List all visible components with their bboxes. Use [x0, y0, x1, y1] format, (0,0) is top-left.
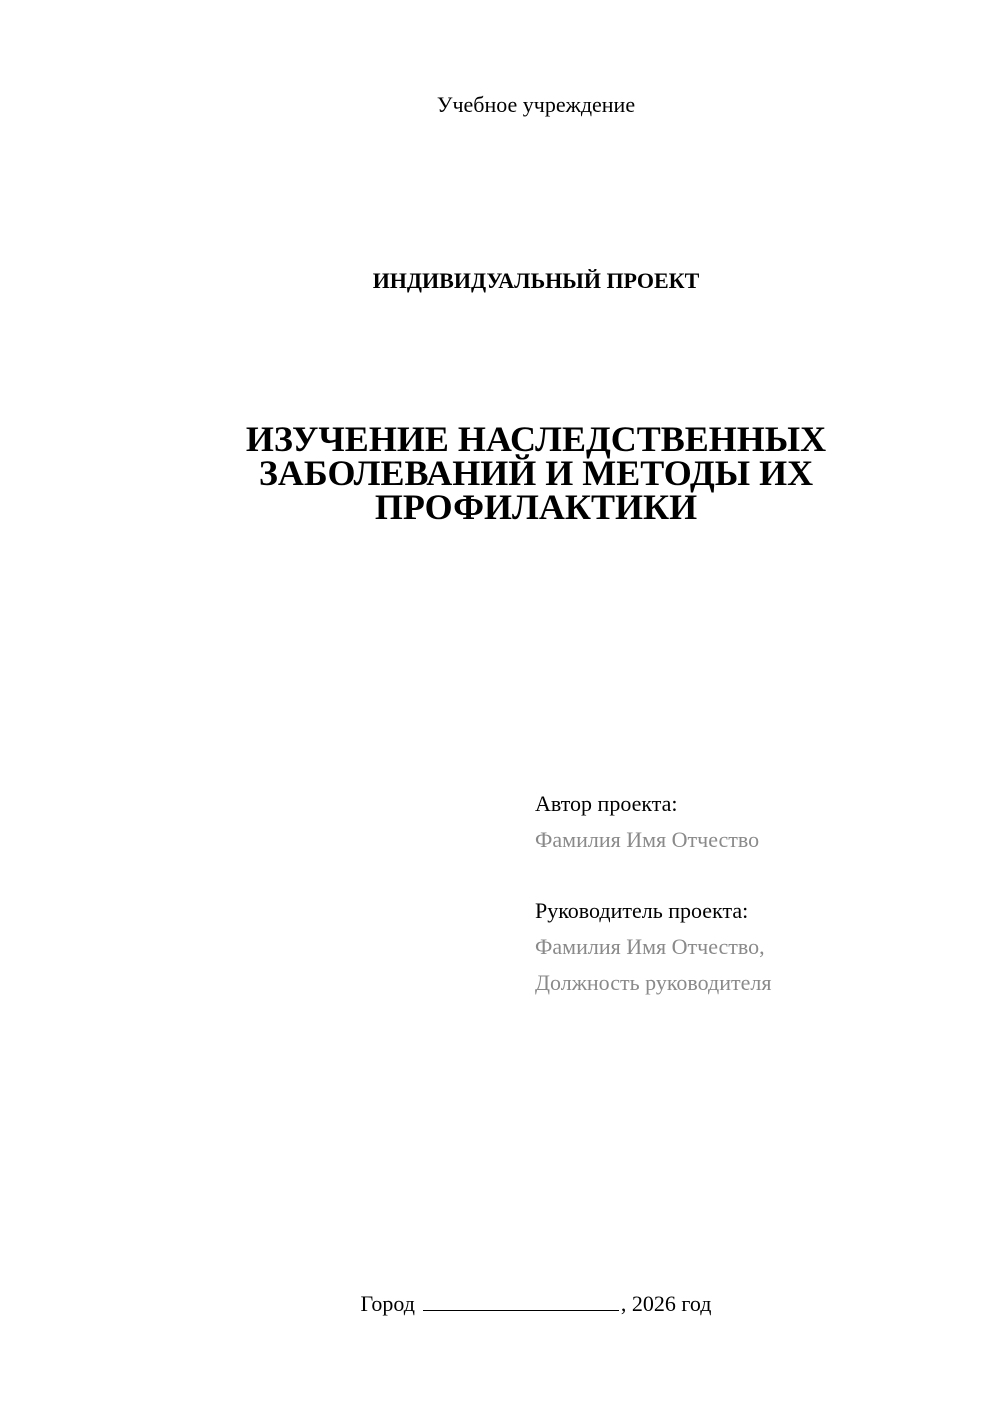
author-block	[535, 786, 955, 858]
supervisor-position: Должность руководителя	[535, 970, 772, 995]
city-year-line	[0, 1290, 1000, 1317]
city-blank-line	[423, 1290, 619, 1311]
project-title-line-3: ПРОФИЛАКТИКИ	[374, 487, 698, 527]
city-label: Город	[360, 1291, 415, 1316]
author-name: Фамилия Имя Отчество	[535, 827, 760, 852]
supervisor-block	[535, 893, 955, 1001]
supervisor-name: Фамилия Имя Отчество,	[535, 934, 765, 959]
project-title-line-2: ЗАБОЛЕВАНИЙ И МЕТОДЫ ИХ	[258, 453, 814, 493]
project-type-heading: ИНДИВИДУАЛЬНЫЙ ПРОЕКТ	[372, 268, 700, 293]
institution-name: Учебное учреждение	[436, 92, 636, 117]
project-title	[200, 419, 872, 527]
project-title-line-1: ИЗУЧЕНИЕ НАСЛЕДСТВЕННЫХ	[245, 419, 827, 459]
year-text: , 2026 год	[620, 1291, 712, 1316]
supervisor-label: Руководитель проекта:	[535, 898, 749, 923]
author-label: Автор проекта:	[535, 791, 678, 816]
